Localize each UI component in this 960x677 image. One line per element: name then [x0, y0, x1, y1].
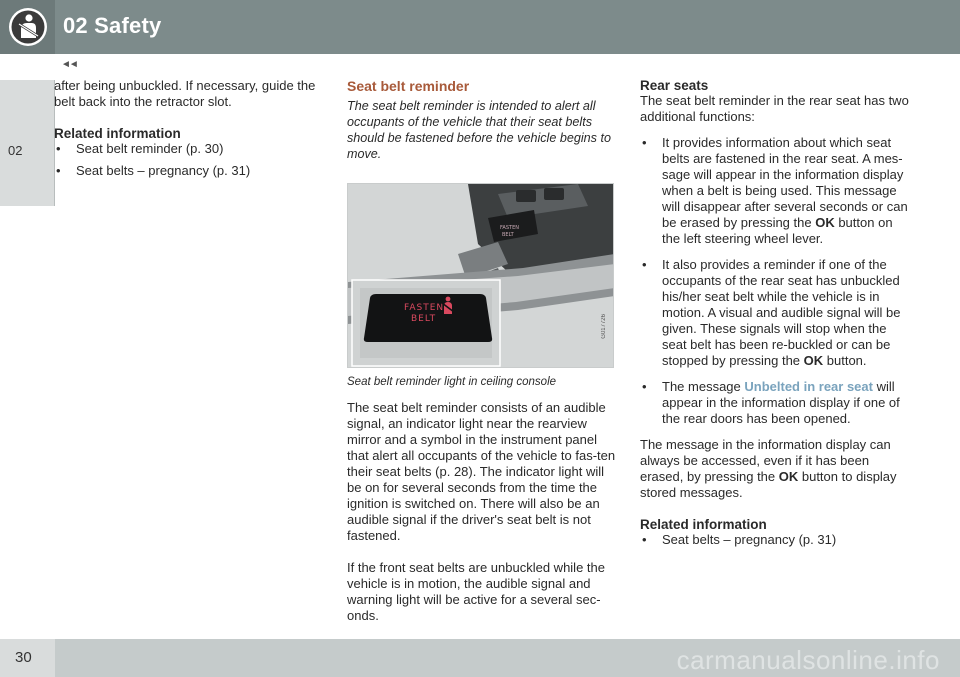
column-right: [640, 78, 910, 548]
paragraph-text: button to display stored messages.: [640, 469, 897, 500]
chapter-icon-box: [0, 0, 55, 54]
page-title: 02 Safety: [63, 13, 162, 38]
figure-code: G017726: [601, 314, 607, 339]
body-paragraph: The seat belt reminder consists of an audible signal, an indicator light near the rearview mirror and a symbol in the instrument panel that alert all occupants of the vehicle to fas-ten their seat belts (p. 28). The indicator light will be on for several seconds from the time the ignition is switched on. There will also be an audible signal if the driver's seat belt is not fastened.: [347, 400, 616, 543]
list-item: [640, 135, 910, 247]
page-number: 30: [15, 649, 32, 666]
related-link[interactable]: • Seat belts – pregnancy (p. 31): [640, 532, 910, 548]
rear-seats-heading: Rear seats: [640, 78, 709, 93]
figure-caption: Seat belt reminder light in ceiling console: [347, 376, 557, 388]
fasten-label: FASTEN: [404, 303, 445, 313]
seatbelt-occupant-icon: [8, 7, 48, 47]
list-item-text: will appear in the information display if one of the rear doors has been opened.: [662, 379, 900, 426]
svg-text:FASTEN: FASTEN: [500, 225, 519, 231]
chapter-tab-label: 02: [8, 143, 23, 158]
ok-button-label: OK: [815, 215, 835, 230]
continued-text: after being unbuckled. If necessary, guide the belt back into the retractor slot.: [54, 78, 316, 109]
page-header: [0, 0, 960, 54]
body-paragraph: [640, 437, 910, 501]
list-item-text: button on the left steering wheel lever.: [662, 215, 893, 246]
body-paragraph: If the front seat belts are unbuckled while the vehicle is in motion, the audible signal and warning light will be active for a several sec-onds.: [347, 560, 605, 623]
back-arrows-icon[interactable]: ◄◄: [61, 59, 77, 70]
rear-seats-list: [640, 135, 910, 427]
list-item: [640, 257, 910, 369]
related-link[interactable]: • Seat belt reminder (p. 30): [54, 141, 326, 157]
list-item-text: It also provides a reminder if one of the occupants of the rear seat has unbuckled his/her seat belt while the vehicle is in motion. A visual and audible signal will be given. These signals will stop when the seat belt has been re-buckled or can be stopped by pressing the: [662, 257, 901, 368]
related-info-list: [54, 141, 326, 179]
section-intro: The seat belt reminder is intended to alert all occupants of the vehicle that their seat belts should be fastened before the vehicle begins to move.: [347, 99, 611, 161]
list-item: [640, 379, 910, 427]
list-item-text: button.: [823, 353, 867, 368]
watermark: carmanualsonline.info: [676, 645, 940, 675]
paragraph-text: The message in the information display can always be accessed, even if it has been erased, by pressing the: [640, 437, 891, 484]
display-message: Unbelted in rear seat: [744, 379, 873, 394]
ceiling-console-illustration: [347, 183, 614, 368]
ceiling-console-drawing: [348, 184, 614, 368]
list-item-text: It provides information about which seat belts are fastened in the rear seat. A mes-sage will appear in the information display when a belt is being used. This message will disappear after several seconds or can be erased by pressing the: [662, 135, 908, 230]
ok-button-label: OK: [803, 353, 824, 368]
column-left: [54, 78, 326, 179]
page-footer: [0, 639, 960, 677]
page-number-box: [0, 639, 55, 677]
column-middle: [347, 78, 617, 624]
svg-text:BELT: BELT: [502, 232, 514, 238]
rear-seats-lead: The seat belt reminder in the rear seat has two additional functions:: [640, 93, 909, 124]
section-title: Seat belt reminder: [347, 78, 470, 94]
related-info-heading: Related information: [54, 126, 181, 141]
belt-label: BELT: [411, 314, 437, 324]
list-item-text: The message: [662, 379, 745, 394]
related-link[interactable]: • Seat belts – pregnancy (p. 31): [54, 163, 326, 179]
ok-button-label: OK: [778, 469, 799, 484]
related-info-heading: Related information: [640, 517, 767, 532]
related-info-list: [640, 532, 910, 548]
